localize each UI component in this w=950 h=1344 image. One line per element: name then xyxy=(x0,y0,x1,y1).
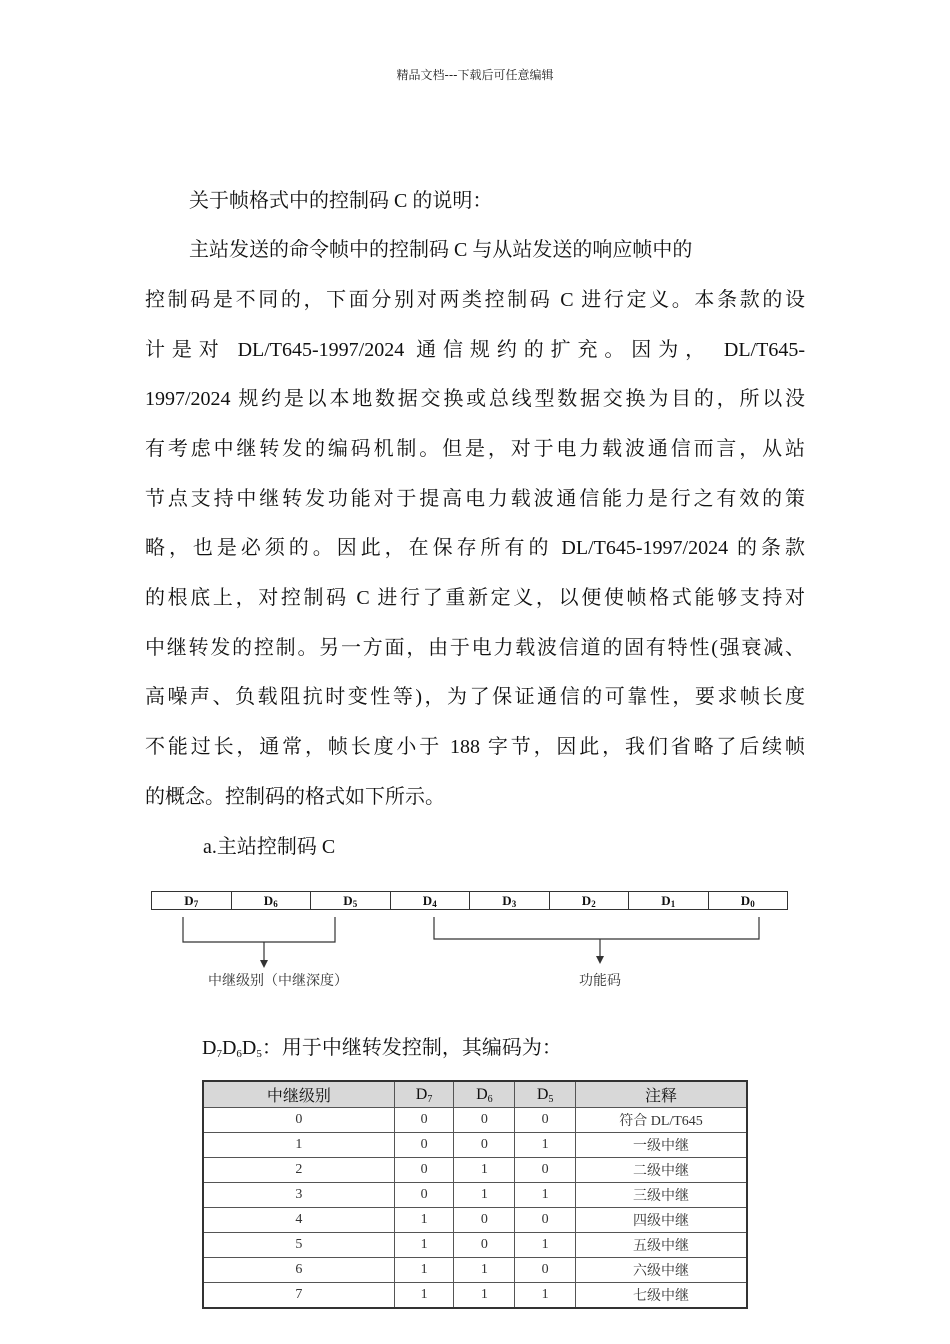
table-cell: 0 xyxy=(394,1158,454,1183)
table-cell: 2 xyxy=(203,1158,394,1183)
table-cell: 1 xyxy=(515,1133,576,1158)
section-a-title: a.主站控制码 C xyxy=(203,836,336,858)
paragraph-line: 控制码是不同的，下面分别对两类控制码 C 进行定义。本条款的设 xyxy=(145,289,805,311)
table-cell: 0 xyxy=(394,1108,454,1133)
table-cell: 0 xyxy=(515,1208,576,1233)
bit-cell: $D_0$ xyxy=(740,893,755,909)
table-cell: 五级中继 xyxy=(576,1233,747,1258)
table-cell: 1 xyxy=(515,1233,576,1258)
table-cell: 0 xyxy=(394,1183,454,1208)
paragraph-line: 节点支持中继转发功能对于提高电力载波通信能力是行之有效的策 xyxy=(145,488,805,510)
table-cell: 1 xyxy=(454,1183,515,1208)
arrowhead-icon xyxy=(596,956,604,964)
paragraph-line: 1997/2024 规约是以本地数据交换或总线型数据交换为目的，所以没 xyxy=(145,388,805,410)
table-cell: 4 xyxy=(203,1208,394,1233)
table-cell: 0 xyxy=(454,1108,515,1133)
table-row xyxy=(203,1233,747,1258)
table-row xyxy=(203,1133,747,1158)
bit-cell: $D_5$ xyxy=(311,892,391,909)
page-header: 精品文档---下载后可任意编辑 xyxy=(396,68,554,82)
column-header: 注释 xyxy=(576,1081,747,1108)
column-header: $D_7$ xyxy=(394,1081,454,1108)
table-cell: 5 xyxy=(203,1233,394,1258)
table-cell: 符合 DL/T645 xyxy=(576,1108,747,1133)
bit-cell: $D_2$ xyxy=(550,892,630,909)
table-cell: 七级中继 xyxy=(576,1283,747,1309)
table-cell: 0 xyxy=(515,1108,576,1133)
arrowhead-icon xyxy=(260,960,268,968)
table-cell: 7 xyxy=(203,1283,394,1309)
table-cell: 6 xyxy=(203,1258,394,1283)
relay-level-table xyxy=(202,1080,748,1309)
table-cell: 0 xyxy=(203,1108,394,1133)
table-row xyxy=(203,1258,747,1283)
bit-cell: $D_4$ xyxy=(391,892,471,909)
paragraph-line: 主站发送的命令帧中的控制码 C 与从站发送的响应帧中的 xyxy=(189,239,693,261)
paragraph-line: 高噪声、负载阻抗时变性等)，为了保证通信的可靠性，要求帧长度 xyxy=(145,686,805,708)
table-cell: 0 xyxy=(515,1158,576,1183)
table-cell: 1 xyxy=(394,1258,454,1283)
table-row xyxy=(203,1208,747,1233)
paragraph-line: 有考虑中继转发的编码机制。但是，对于电力载波通信而言，从站 xyxy=(145,438,805,460)
paragraph-line: 中继转发的控制。另一方面，由于电力载波信道的固有特性(强衰减、 xyxy=(145,637,805,659)
table-cell: 1 xyxy=(394,1283,454,1309)
table-cell: 3 xyxy=(203,1183,394,1208)
table-header-row xyxy=(203,1081,747,1108)
table-row xyxy=(203,1183,747,1208)
bit-cell: $D_6$ xyxy=(232,892,312,909)
paragraph-line: 的概念。控制码的格式如下所示。 xyxy=(145,786,445,808)
function-code-label: 功能码 xyxy=(579,973,621,989)
table-cell: 1 xyxy=(515,1283,576,1309)
table-cell: 六级中继 xyxy=(576,1258,747,1283)
bit-cell: $D_7$ xyxy=(152,892,232,909)
table-cell: 二级中继 xyxy=(576,1158,747,1183)
table-row xyxy=(203,1283,747,1309)
column-header: 中继级别 xyxy=(203,1081,394,1108)
table-row xyxy=(203,1108,747,1133)
table-cell: 1 xyxy=(394,1233,454,1258)
table-cell: 1 xyxy=(515,1183,576,1208)
bit-cell: $D_3$ xyxy=(470,892,550,909)
table-cell: 一级中继 xyxy=(576,1133,747,1158)
table-cell: 0 xyxy=(515,1258,576,1283)
paragraph-line: 计是对 DL/T645-1997/2024 通信规约的扩充。因为， DL/T645- xyxy=(145,339,805,361)
table-cell: 1 xyxy=(454,1258,515,1283)
table-cell: 三级中继 xyxy=(576,1183,747,1208)
table-cell: 0 xyxy=(394,1133,454,1158)
column-header: $D_6$ xyxy=(454,1081,515,1108)
table-cell: 1 xyxy=(203,1133,394,1158)
table-cell: 0 xyxy=(454,1233,515,1258)
paragraph-line: 略，也是必须的。因此，在保存所有的 DL/T645-1997/2024 的条款 xyxy=(145,537,805,559)
right-group-bracket xyxy=(434,917,759,939)
bit-cell: $D_1$ xyxy=(629,892,709,909)
table-cell: 0 xyxy=(454,1133,515,1158)
section-intro: 关于帧格式中的控制码 C 的说明： xyxy=(189,190,493,212)
table-cell: 0 xyxy=(454,1208,515,1233)
table-cell: 1 xyxy=(394,1208,454,1233)
table-cell: 1 xyxy=(454,1158,515,1183)
paragraph-line: 不能过长，通常，帧长度小于 188 字节，因此，我们省略了后续帧 xyxy=(145,736,805,758)
left-group-bracket xyxy=(183,917,335,942)
paragraph-line: 的根底上，对控制码 C 进行了重新定义，以便使帧格式能够支持对 xyxy=(145,587,805,609)
relay-level-label: 中继级别（中继深度） xyxy=(208,973,348,989)
table-row xyxy=(203,1158,747,1183)
column-header: $D_5$ xyxy=(515,1081,576,1108)
table-cell: 1 xyxy=(454,1283,515,1309)
table-cell: 四级中继 xyxy=(576,1208,747,1233)
